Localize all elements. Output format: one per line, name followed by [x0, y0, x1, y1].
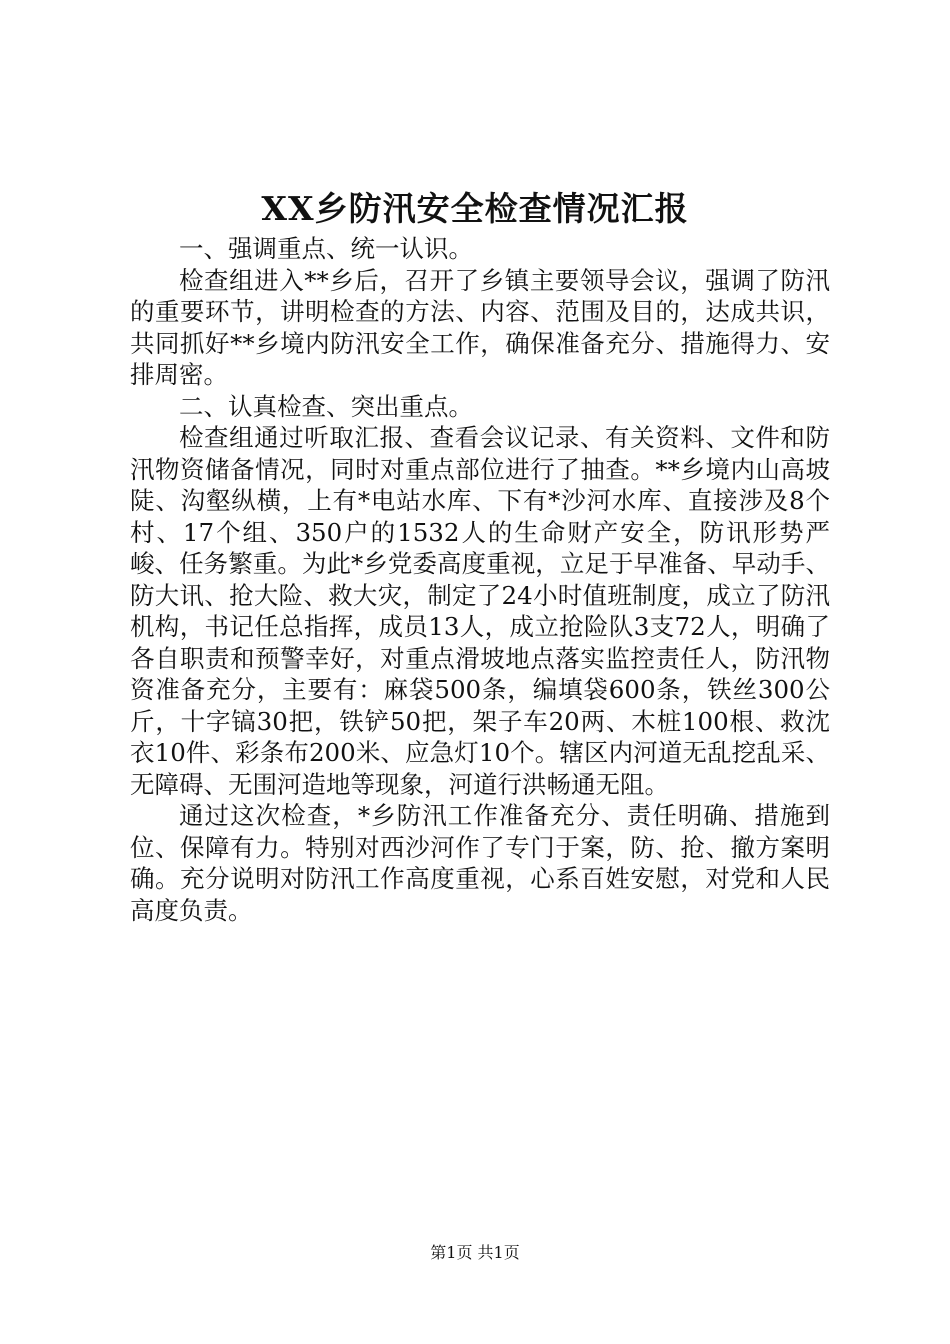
- document-body: [130, 233, 830, 926]
- section-heading-1: 一、强调重点、统一认识。: [179, 234, 473, 263]
- body-paragraph: 检查组通过听取汇报、查看会议记录、有关资料、文件和防汛物资储备情况，同时对重点部位进行了抽查。**乡境内山高坡陡、沟壑纵横，上有*电站水库、下有*沙河水库、直接涉及8个村、17个组、350户的1532人的生命财产安全，防讯形势严峻、任务繁重。为此*乡党委高度重视，立足于早准备、早动手、防大讯、抢大险、救大灾，制定了24小时值班制度，成立了防汛机构，书记任总指挥，成员13人，成立抢险队3支72人，明确了各自职责和预警幸好，对重点滑坡地点落实监控责任人，防汛物资准备充分，主要有：麻袋500条，编填袋600条，铁丝300公斤，十字镐30把，铁铲50把，架子车20两、木桩100根、救沈衣10件、彩条布200米、应急灯10个。辖区内河道无乱挖乱采、无障碍、无围河造地等现象，河道行洪畅通无阻。: [130, 423, 830, 799]
- body-paragraph: 通过这次检查，*乡防汛工作准备充分、责任明确、措施到位、保障有力。特别对西沙河作了专门于案，防、抢、撤方案明确。充分说明对防汛工作高度重视，心系百姓安慰，对党和人民高度负责。: [130, 801, 830, 925]
- body-paragraph: 检查组进入**乡后，召开了乡镇主要领导会议，强调了防汛的重要环节，讲明检查的方法、内容、范围及目的，达成共识，共同抓好**乡境内防汛安全工作，确保准备充分、措施得力、安排周密。: [130, 265, 830, 389]
- section-heading-2: 二、认真检查、突出重点。: [179, 391, 473, 421]
- document-title: XX乡防汛安全检查情况汇报: [261, 189, 689, 228]
- page-number-footer: 第1页 共1页: [430, 1243, 520, 1262]
